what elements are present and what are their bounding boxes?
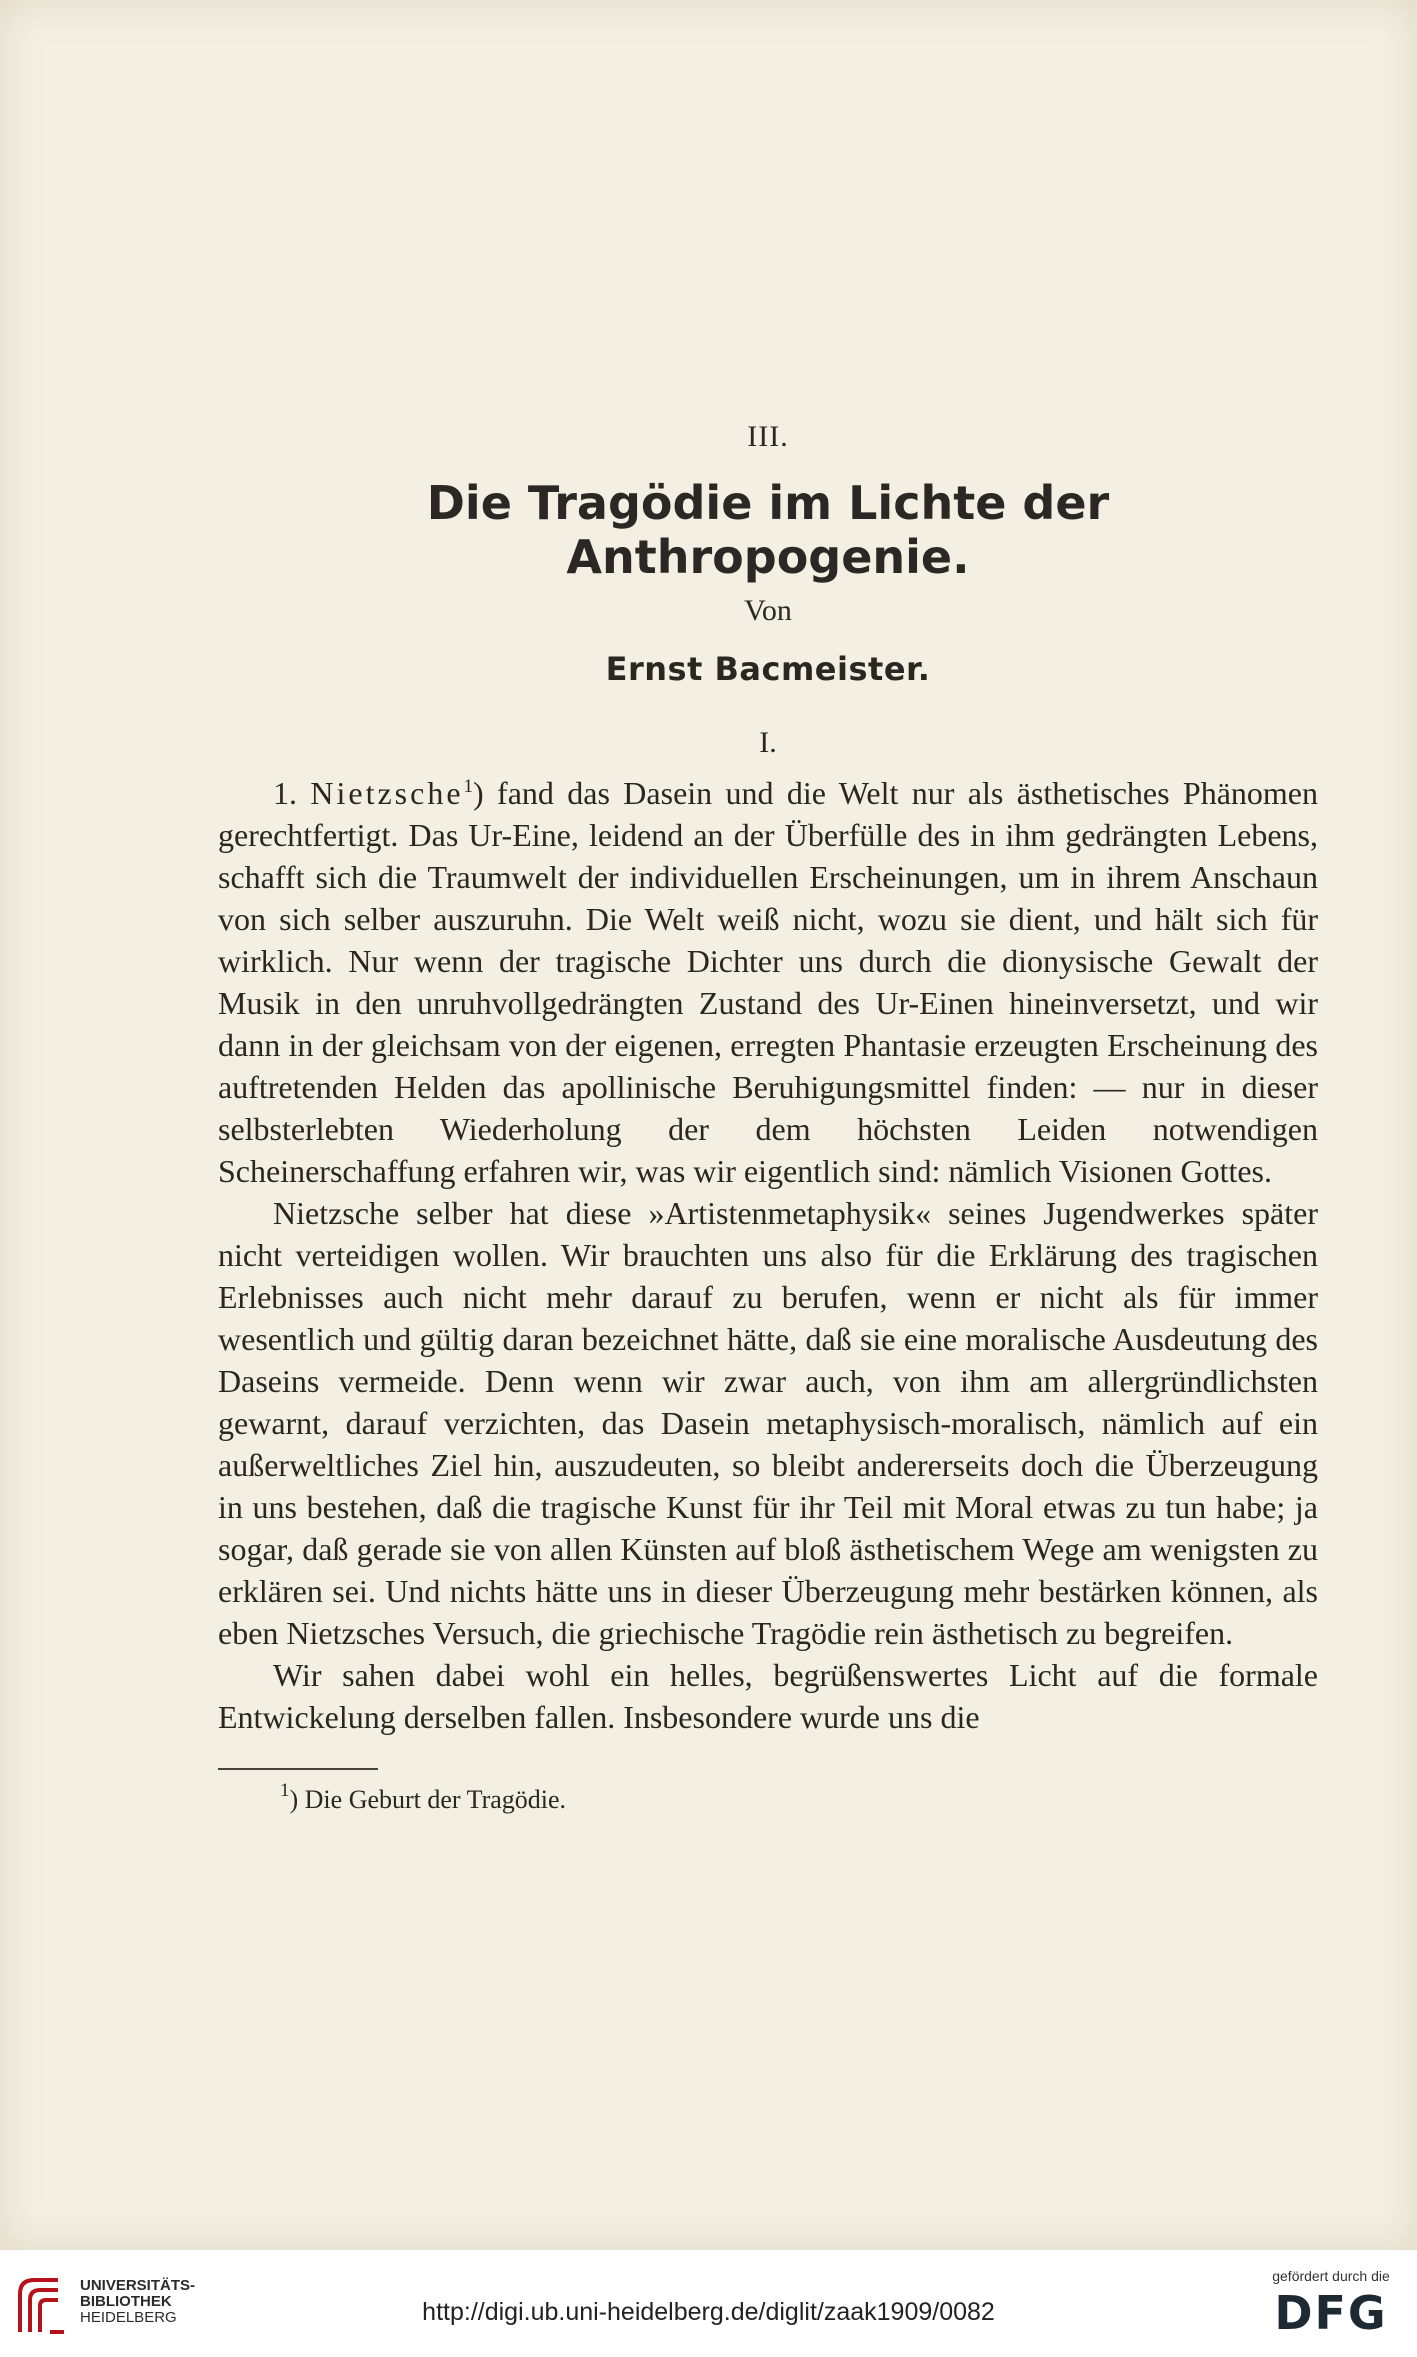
library-name-line-3: HEIDELBERG <box>80 2309 177 2326</box>
paragraph-2: Nietzsche selber hat diese »Artistenmetaphysik« seines Jugendwerkes später nicht verteidigen wollen. Wir brauchten uns also für die Erklärung des tragischen Erlebnisses auch nicht mehr darauf zu berufen, wenn er nicht als für immer wesentlich und gültig daran bezeichnet hätte, daß sie eine moralische Ausdeutung des Daseins vermeide. Denn wenn wir zwar auch, von ihm am allergründlichsten gewarnt, darauf verzichten, das Dasein metaphysisch-moralisch, nämlich auf ein außerweltliches Ziel hin, auszudeuten, so bleibt andererseits doch die Überzeugung in uns bestehen, daß die tragische Kunst für ihr Teil mit Moral etwas zu tun habe; ja sogar, daß gerade sie von allen Künsten auf bloß ästhetischem Wege am wenigsten zu erklären sei. Und nichts hätte uns in dieser Überzeugung mehr bestärken können, als eben Nietzsches Versuch, die griechische Tragödie rein ästhetisch zu begreifen. <box>218 1195 1318 1651</box>
author-name: Ernst Bacmeister. <box>605 650 931 688</box>
paragraph-3: Wir sahen dabei wohl ein helles, begrüßenswertes Licht auf die formale Entwickelung derselben fallen. Insbesondere wurde uns die <box>218 1657 1318 1735</box>
author-reference: Nietzsche <box>310 775 464 811</box>
footnote-reference: 1 <box>463 776 474 797</box>
paragraph-number: 1. <box>273 775 311 811</box>
footnote-marker: 1 <box>280 1780 290 1801</box>
funder-block <box>1261 2268 1401 2338</box>
page-content <box>218 420 1318 1816</box>
footnote-divider <box>218 1768 378 1770</box>
funder-caption: gefördert durch die <box>1272 2268 1390 2284</box>
digitization-footer <box>0 2250 1417 2357</box>
section-number: I. <box>759 726 777 759</box>
paragraph-1-text: ) fand das Dasein und die Welt nur als ästhetisches Phänomen gerechtfertigt. Das Ur-Eine, leidend an der Überfülle des in ihm gedrängten Lebens, schafft sich die Traumwelt der individuellen Erscheinungen, um in ihrem Anschaun von sich selber auszuruhn. Die Welt weiß nicht, wozu sie dient, und hält sich für wirklich. Nur wenn der tragische Dichter uns durch die dionysische Gewalt der Musik in den unruhvollgedrängten Zustand des Ur-Einen hineinversetzt, und wir dann in der gleichsam von der eigenen, erregten Phantasie erzeugten Erscheinung des auftretenden Helden das apollinische Beruhigungsmittel finden: — nur in dieser selbsterlebten Wiederholung der dem höchsten Leiden notwendigen Scheinerschaffung erfahren wir, was wir eigentlich sind: nämlich Visionen Gottes. <box>218 775 1319 1189</box>
paragraph-1 <box>218 772 1318 1192</box>
dfg-logo-icon: DFG <box>1274 2286 1388 2340</box>
library-name-line-1: UNIVERSITÄTS- <box>80 2277 196 2294</box>
body-text <box>218 772 1318 1738</box>
footnote-text: ) Die Geburt der Tragödie. <box>289 1785 567 1814</box>
library-name-line-2: BIBLIOTHEK <box>80 2293 172 2310</box>
source-url-link[interactable]: http://digi.ub.uni-heidelberg.de/diglit/zaak1909/0082 <box>422 2298 995 2326</box>
article-title: Die Tragödie im Lichte der Anthropogenie. <box>426 476 1110 584</box>
footnote <box>218 1780 1318 1816</box>
byline-von: Von <box>744 594 792 627</box>
chapter-number: III. <box>747 420 789 453</box>
